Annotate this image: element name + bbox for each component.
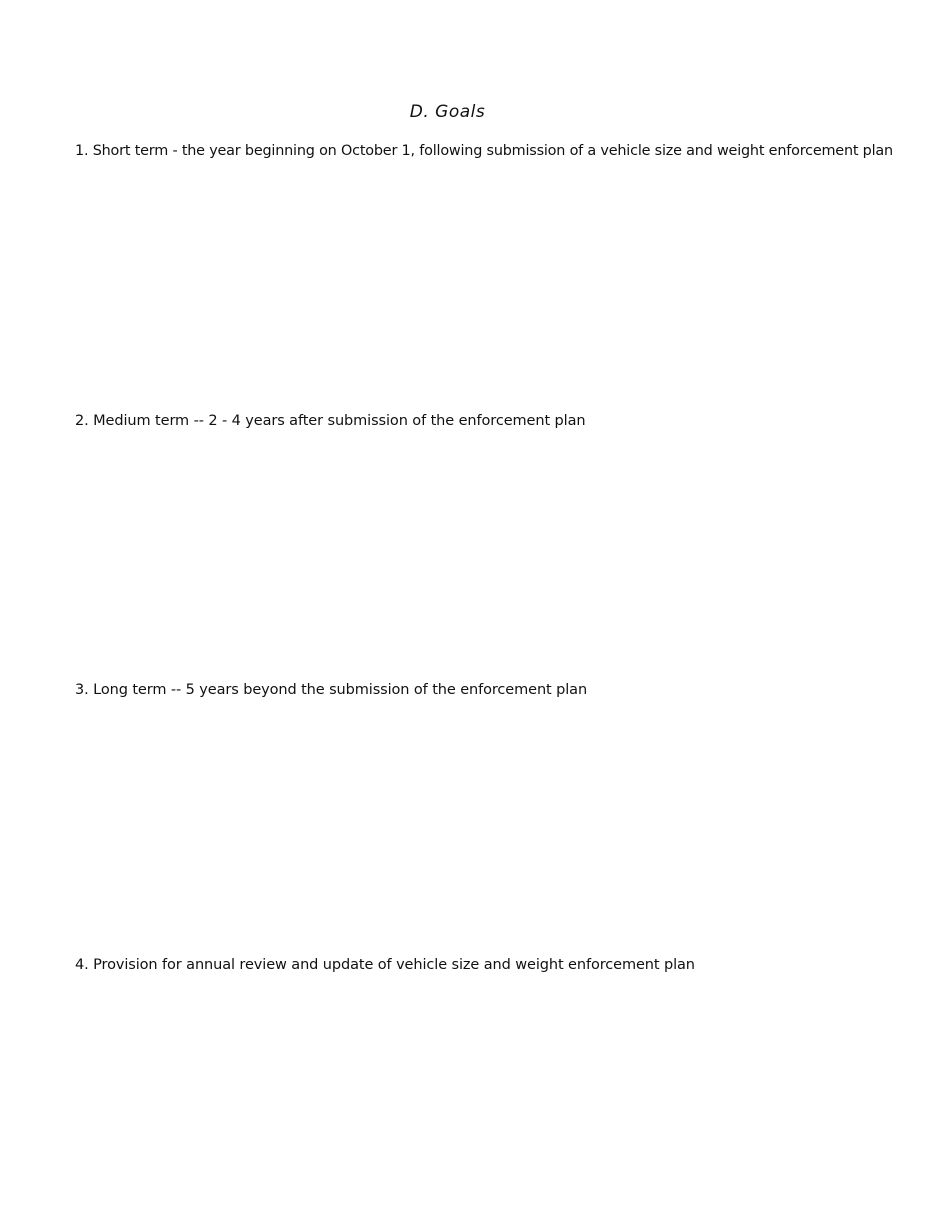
goal-medium-term: 2. Medium term -- 2 - 4 years after submission of the enforcement plan xyxy=(75,413,586,429)
goal-short-term: 1. Short term - the year beginning on October 1, following submission of a vehicle size and weight enforcement plan xyxy=(75,143,893,159)
goal-long-term: 3. Long term -- 5 years beyond the submission of the enforcement plan xyxy=(75,682,588,698)
goal-short-term-response-area xyxy=(75,170,915,400)
goal-medium-term-response-area xyxy=(75,440,915,670)
goal-annual-review: 4. Provision for annual review and update of vehicle size and weight enforcement plan xyxy=(75,957,695,973)
goal-annual-review-response-area xyxy=(75,985,915,1205)
goal-long-term-response-area xyxy=(75,710,915,945)
section-title: D. Goals xyxy=(409,102,486,122)
